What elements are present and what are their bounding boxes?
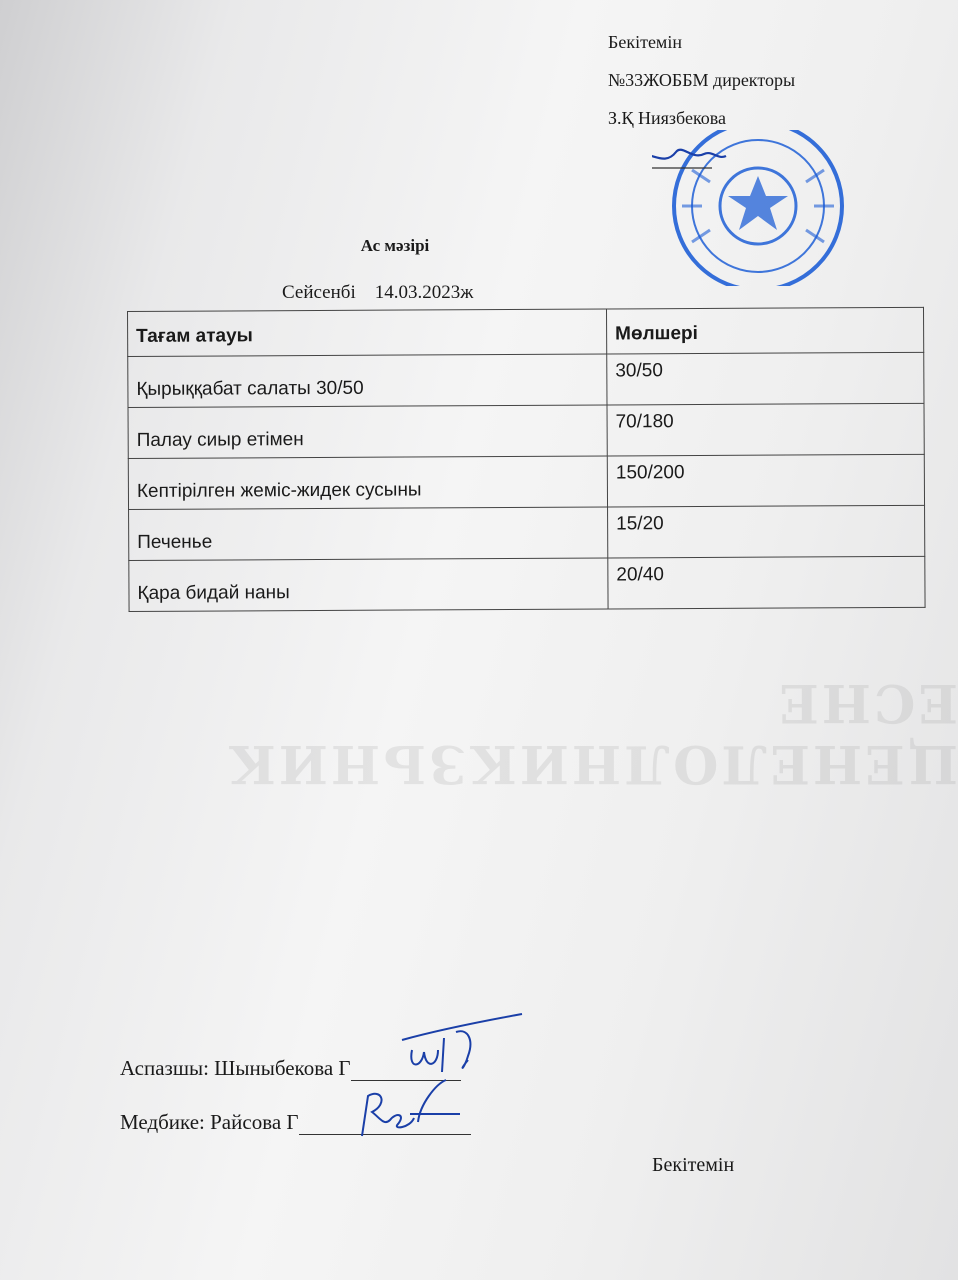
table-row — [129, 505, 925, 560]
cook-handwritten-signature — [398, 1010, 528, 1080]
official-seal — [652, 130, 848, 286]
dish-name: Палау сиыр етімен — [128, 405, 607, 459]
approval-line-3: З.Қ Ниязбекова — [608, 108, 727, 128]
table-row — [128, 454, 924, 509]
table-row — [129, 556, 925, 611]
approval-line-2: №33ЖОББМ директоры — [608, 70, 796, 90]
dish-amount: 70/180 — [607, 403, 924, 456]
menu-table — [127, 307, 926, 612]
menu-day: Сейсенбі — [282, 282, 356, 303]
dish-name: Печенье — [129, 507, 608, 561]
menu-date — [282, 282, 473, 304]
menu-title: Ас мәзірі — [360, 236, 430, 255]
nurse-handwritten-signature — [350, 1074, 470, 1144]
column-header-amount: Мөлшері — [606, 307, 923, 354]
dish-name: Кептірілген жеміс-жидек сусыны — [128, 456, 607, 510]
dish-name: Қара бидай наны — [129, 558, 608, 612]
table-row — [128, 403, 924, 458]
dish-name: Қырыққабат салаты 30/50 — [128, 354, 607, 408]
column-header-dish: Тағам атауы — [128, 309, 607, 357]
nurse-label: Медбике: Райсова Г — [120, 1110, 299, 1134]
footer-approve: Бекітемін — [652, 1154, 735, 1176]
dish-amount: 20/40 — [608, 556, 925, 609]
dish-amount: 150/200 — [607, 454, 924, 507]
table-row — [128, 352, 924, 407]
approval-line-1: Бекітемін — [608, 32, 682, 52]
menu-date-value: 14.03.2023ж — [374, 282, 474, 303]
dish-amount: 15/20 — [608, 505, 925, 558]
table-header-row — [128, 307, 924, 356]
bleed-through-text: ЦЕНЕЛОЛНИКЗЬНИК ЕСНЕ — [225, 672, 958, 794]
dish-amount: 30/50 — [607, 352, 924, 405]
cook-label: Аспазшы: Шыныбекова Г — [120, 1056, 351, 1080]
